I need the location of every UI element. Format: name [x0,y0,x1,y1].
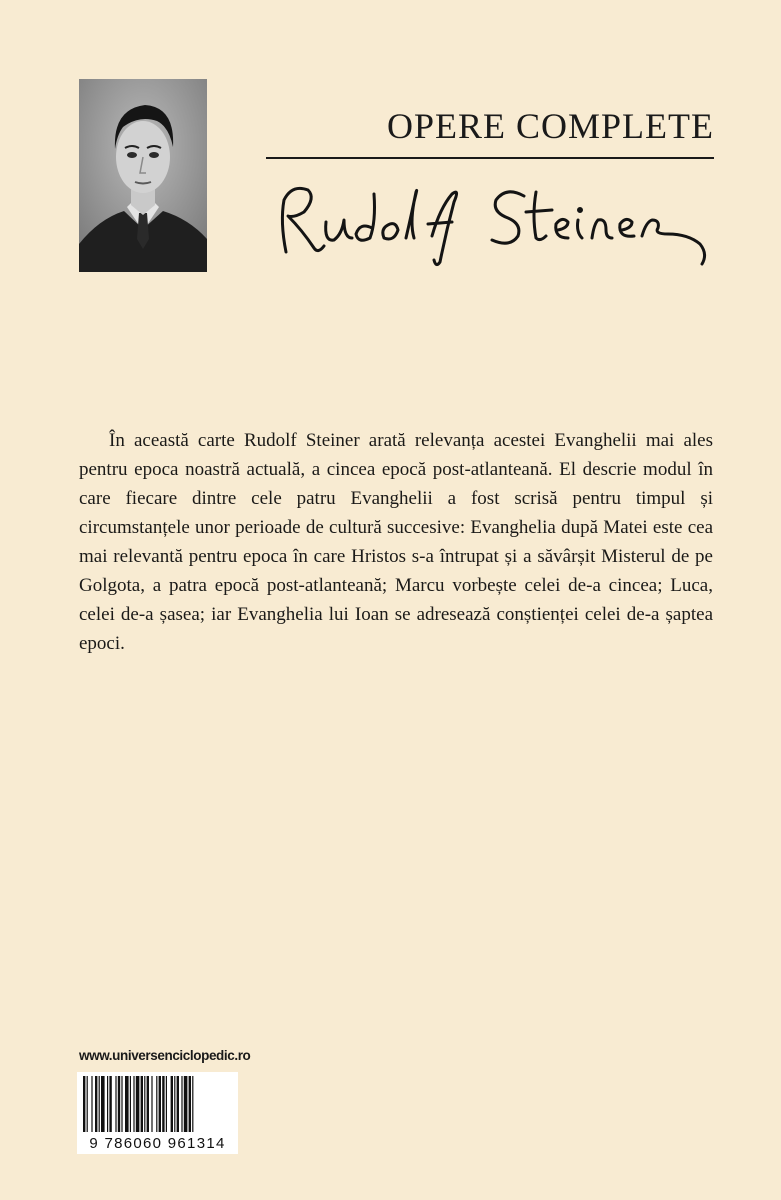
author-portrait [79,79,207,272]
author-signature [256,172,722,272]
barcode-bars [81,1076,234,1132]
isbn-barcode [77,1072,238,1154]
publisher-website[interactable]: www.universenciclopedic.ro [79,1048,251,1063]
book-description: În această carte Rudolf Steiner arată relevanța acestei Evanghelii mai ales pentru epoca noastră actuală, a cincea epocă post-atlanteană. El descrie modul în care fiecare dintre cele patru Evanghelii a fost scrisă pentru timpul și circumstanțele unor perioade de cultură succesive: Evanghelia după Matei este cea mai relevantă pentru epoca în care Hristos s-a întrupat și a săvârșit Misterul de pe Golgota, a patra epocă post-atlanteană; Marcu vorbește celei de-a cincea; Luca, celei de-a șasea; iar Evanghelia lui Ioan se adresează conștienței celei de-a șaptea epoci. [79,430,713,654]
isbn-digits: 9 786060 961314 [89,1135,226,1152]
author-photo [79,79,207,272]
title-divider [266,157,714,159]
series-title: OPERE COMPLETE [386,106,714,146]
